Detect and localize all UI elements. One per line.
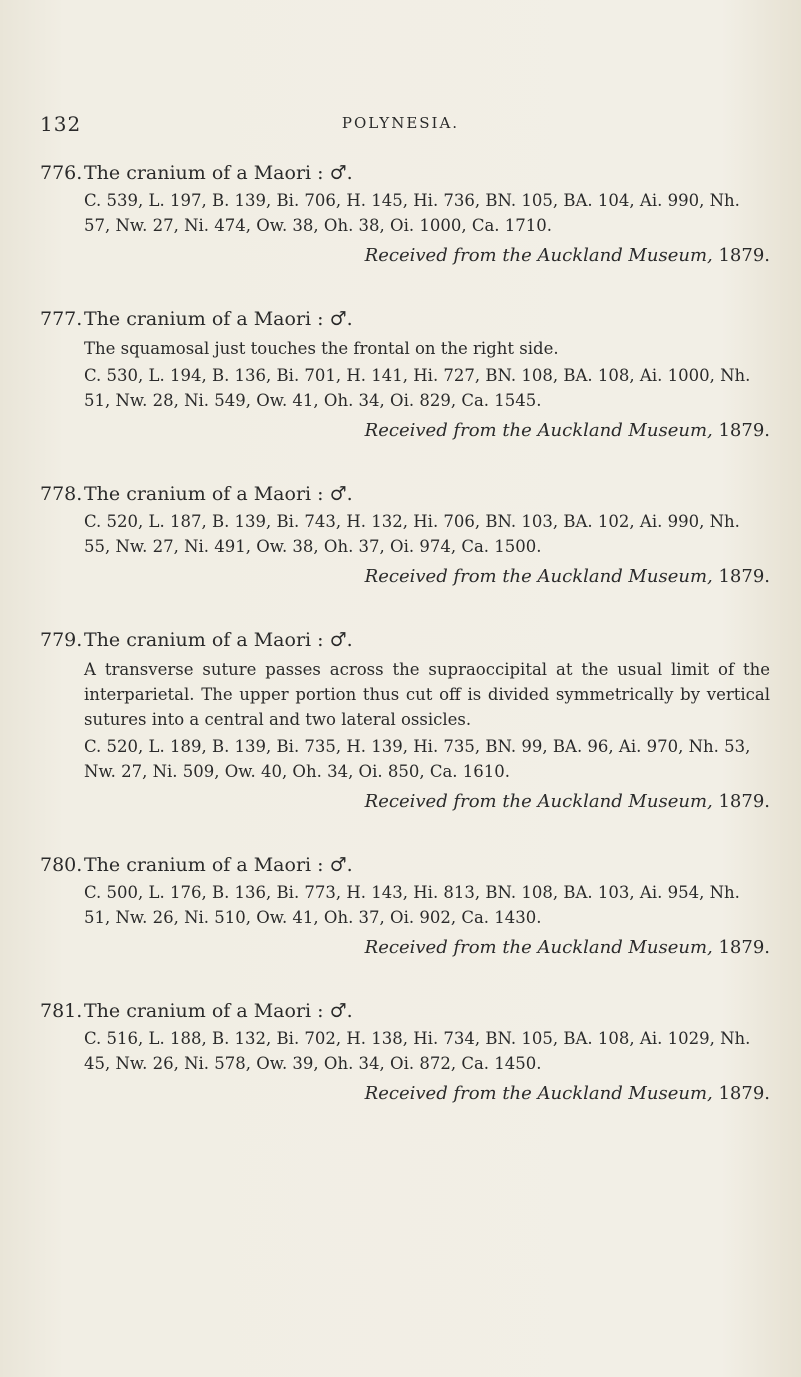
entry-measurements: C. 520, L. 187, B. 139, Bi. 743, H. 132, Hi. 706, BN. 103, BA. 102, Ai. 990, Nh. 55, Nw. 27, Ni. 491, Ow. 38, Oh. 37, Oi. 974, Ca. 1500. — [84, 512, 740, 556]
entry-heading — [40, 160, 770, 186]
entry-body — [40, 657, 770, 816]
entry-heading — [40, 852, 770, 878]
entry-body — [40, 509, 770, 591]
entry-measurements: C. 520, L. 189, B. 139, Bi. 735, H. 139, Hi. 735, BN. 99, BA. 96, Ai. 970, Nh. 53, Nw. 27, Ni. 509, Ow. 40, Oh. 34, Oi. 850, Ca. 1610. — [84, 737, 751, 781]
entry-heading — [40, 481, 770, 507]
entry-title: The cranium of a Maori : ♂. — [84, 629, 353, 651]
entry-source-text: Received from the Auckland Museum, — [364, 1083, 713, 1104]
entry-source-text: Received from the Auckland Museum, — [364, 245, 713, 266]
entry-number: 780. — [40, 854, 83, 876]
entry-number: 781. — [40, 1000, 83, 1022]
entry-source-year: 1879. — [718, 1083, 770, 1104]
catalogue-entry — [40, 627, 770, 816]
entry-note: A transverse suture passes across the supraoccipital at the usual limit of the interparietal. The upper portion thus cut off is divided symmetrically by vertical sutures into a central and two lateral ossicles. — [84, 660, 770, 729]
entry-source-text: Received from the Auckland Museum, — [364, 420, 713, 441]
entry-source — [84, 1080, 770, 1108]
entry-measurements: C. 500, L. 176, B. 136, Bi. 773, H. 143, Hi. 813, BN. 108, BA. 103, Ai. 954, Nh. 51, Nw. 26, Ni. 510, Ow. 41, Oh. 37, Oi. 902, Ca. 1430. — [84, 883, 740, 927]
entry-source-year: 1879. — [718, 937, 770, 958]
catalogue-entry — [40, 306, 770, 445]
entry-source-year: 1879. — [718, 791, 770, 812]
entry-body — [40, 188, 770, 270]
entry-title: The cranium of a Maori : ♂. — [84, 162, 353, 184]
entry-source — [84, 934, 770, 962]
entry-source — [84, 563, 770, 591]
catalogue-entry — [40, 160, 770, 270]
entry-title: The cranium of a Maori : ♂. — [84, 308, 353, 330]
running-head-title: POLYNESIA. — [341, 114, 460, 132]
entry-measurements: C. 516, L. 188, B. 132, Bi. 702, H. 138, Hi. 734, BN. 105, BA. 108, Ai. 1029, Nh. 45, Nw. 26, Ni. 578, Ow. 39, Oh. 34, Oi. 872, Ca. 1450. — [84, 1029, 751, 1073]
catalogue-entry — [40, 481, 770, 591]
entry-body — [40, 1026, 770, 1108]
entry-measurements: C. 530, L. 194, B. 136, Bi. 701, H. 141, Hi. 727, BN. 108, BA. 108, Ai. 1000, Nh. 51, Nw. 28, Ni. 549, Ow. 41, Oh. 34, Oi. 829, Ca. 1545. — [84, 366, 751, 410]
entry-note: The squamosal just touches the frontal on the right side. — [84, 339, 559, 358]
entry-heading — [40, 306, 770, 332]
entry-source-year: 1879. — [718, 420, 770, 441]
entry-number: 777. — [40, 308, 83, 330]
entry-source-year: 1879. — [718, 566, 770, 587]
entry-source — [84, 417, 770, 445]
entry-number: 776. — [40, 162, 83, 184]
entry-number: 779. — [40, 629, 83, 651]
entry-source-text: Received from the Auckland Museum, — [364, 791, 713, 812]
catalogue-entry — [40, 852, 770, 962]
entry-title: The cranium of a Maori : ♂. — [84, 1000, 353, 1022]
entry-number: 778. — [40, 483, 83, 505]
catalogue-entry — [40, 998, 770, 1108]
running-head — [0, 112, 801, 138]
entry-heading — [40, 998, 770, 1024]
page-number: 132 — [40, 112, 82, 136]
catalogue-entries — [40, 160, 770, 1144]
entry-source — [84, 242, 770, 270]
entry-heading — [40, 627, 770, 653]
entry-title: The cranium of a Maori : ♂. — [84, 483, 353, 505]
entry-source-year: 1879. — [718, 245, 770, 266]
entry-measurements: C. 539, L. 197, B. 139, Bi. 706, H. 145, Hi. 736, BN. 105, BA. 104, Ai. 990, Nh. 57, Nw. 27, Ni. 474, Ow. 38, Oh. 38, Oi. 1000, Ca. 1710. — [84, 191, 740, 235]
entry-title: The cranium of a Maori : ♂. — [84, 854, 353, 876]
entry-body — [40, 336, 770, 445]
entry-source-text: Received from the Auckland Museum, — [364, 937, 713, 958]
entry-source — [84, 788, 770, 816]
entry-source-text: Received from the Auckland Museum, — [364, 566, 713, 587]
entry-body — [40, 880, 770, 962]
